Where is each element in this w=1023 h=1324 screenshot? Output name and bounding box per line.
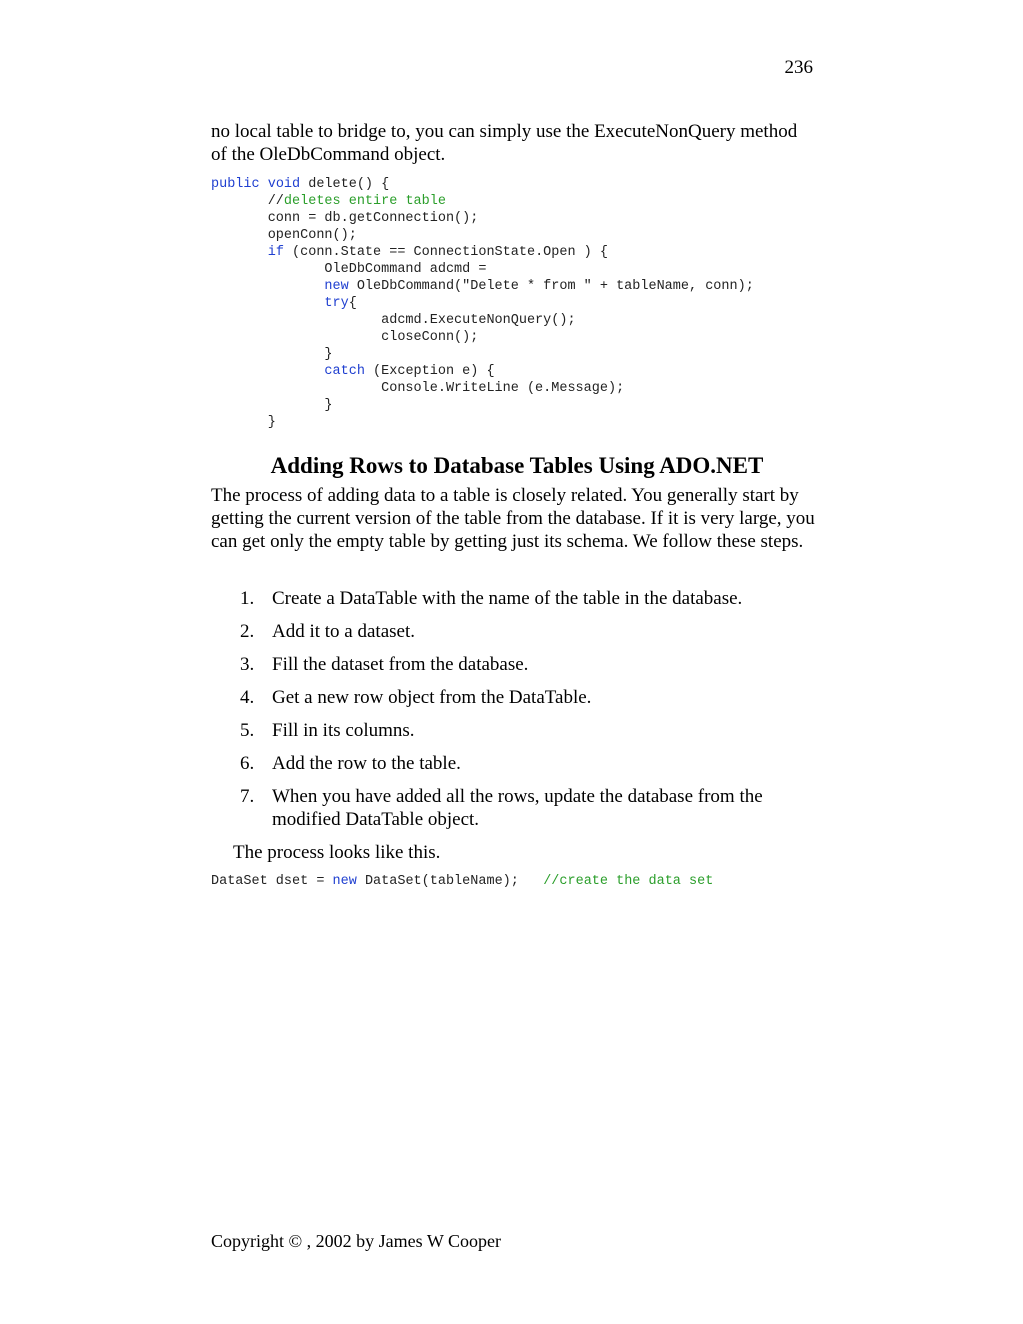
code-token: delete() { (300, 177, 390, 192)
step-text: Add it to a dataset. (272, 621, 415, 642)
code-keyword: void (267, 177, 301, 192)
code-line (211, 278, 754, 295)
code-token: Console.WriteLine (e.Message); (211, 381, 625, 396)
code-line (211, 210, 754, 227)
step-item (240, 785, 820, 831)
step-number: 5. (240, 720, 255, 741)
code-line (211, 414, 754, 431)
code-line (211, 363, 754, 380)
code-token (211, 364, 324, 379)
code-line (211, 312, 754, 329)
code-token: OleDbCommand("Delete * from " + tableName, conn); (348, 279, 754, 294)
step-text: Get a new row object from the DataTable. (272, 687, 592, 708)
code-keyword: new (324, 279, 349, 294)
code-token (211, 279, 324, 294)
code-token: OleDbCommand adcmd = (211, 262, 487, 277)
code-keyword: if (267, 245, 284, 260)
section-heading: Adding Rows to Database Tables Using ADO.NET (270, 453, 764, 478)
code-line (211, 193, 754, 210)
step-item (240, 752, 820, 775)
step-item (240, 653, 820, 676)
copyright-footer: Copyright © , 2002 by James W Cooper (211, 1231, 501, 1251)
code-token: conn = db.getConnection(); (211, 211, 479, 226)
steps-list (240, 587, 820, 841)
dataset-code-block (211, 873, 713, 890)
code-line (211, 261, 754, 278)
step-text: Add the row to the table. (272, 753, 461, 774)
code-token: adcmd.ExecuteNonQuery(); (211, 313, 576, 328)
delete-method-code-block (211, 176, 754, 431)
code-line (211, 380, 754, 397)
step-text: Fill the dataset from the database. (272, 654, 529, 675)
code-token: DataSet dset = (211, 874, 333, 889)
code-token (260, 177, 268, 192)
code-token (211, 296, 324, 311)
code-token: } (211, 347, 333, 362)
code-comment: deletes entire table (283, 194, 446, 209)
step-number: 6. (240, 753, 255, 774)
code-keyword: catch (324, 364, 365, 379)
code-line (211, 397, 754, 414)
code-token: (conn.State == ConnectionState.Open ) { (283, 245, 608, 260)
process-looks-text: The process looks like this. (233, 842, 441, 863)
code-token: // (211, 194, 284, 209)
code-line (211, 244, 754, 261)
code-comment: //create the data set (543, 874, 714, 889)
code-token (211, 245, 268, 260)
step-item (240, 620, 820, 643)
step-item (240, 587, 820, 610)
code-token: openConn(); (211, 228, 357, 243)
code-token: } (211, 415, 276, 430)
code-token: closeConn(); (211, 330, 479, 345)
code-line (211, 227, 754, 244)
code-line (211, 346, 754, 363)
step-text: When you have added all the rows, update the database from the modified DataTable object. (272, 786, 763, 830)
code-line (211, 295, 754, 312)
step-number: 1. (240, 588, 255, 609)
step-text: Fill in its columns. (272, 720, 415, 741)
step-number: 4. (240, 687, 255, 708)
code-line (211, 873, 713, 890)
page-number: 236 (784, 57, 813, 78)
intro-paragraph: no local table to bridge to, you can simply use the ExecuteNonQuery method of the OleDbCommand object. (211, 121, 798, 165)
code-token: (Exception e) { (364, 364, 495, 379)
code-token: } (211, 398, 333, 413)
step-item (240, 719, 820, 742)
code-token: DataSet(tableName); (356, 874, 544, 889)
code-keyword: try (324, 296, 349, 311)
code-line (211, 176, 754, 193)
code-line (211, 329, 754, 346)
step-item (240, 686, 820, 709)
code-token: { (348, 296, 357, 311)
process-paragraph: The process of adding data to a table is closely related. You generally start by getting the current version of the table from the database. If it is very large, you can get only the empty table by getting just its schema. We follow these steps. (211, 485, 815, 552)
step-text: Create a DataTable with the name of the table in the database. (272, 588, 743, 609)
code-keyword: public (211, 177, 260, 192)
code-keyword: new (332, 874, 357, 889)
step-number: 2. (240, 621, 255, 642)
step-number: 7. (240, 786, 255, 807)
step-number: 3. (240, 654, 255, 675)
